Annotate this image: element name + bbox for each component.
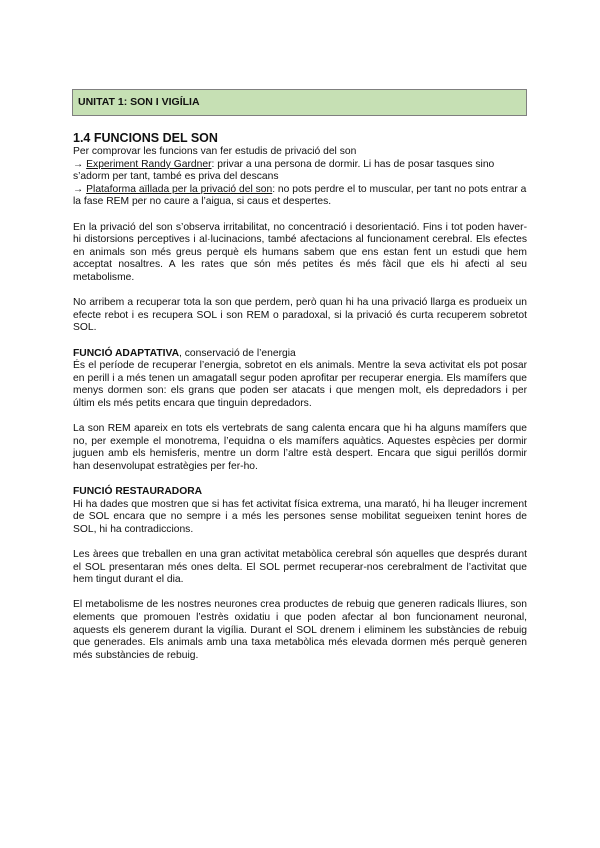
document-body — [73, 131, 527, 662]
intro-block — [73, 146, 527, 184]
paragraph-restorative-3: El metabolisme de les nostres neurones crea productes de rebuig que generen radicals lliures, son elements que promouen l’estrès oxidatiu i que poden afectar al bon funcionament neuronal, aquests els generem durant la vigília. Durant el SOL drenem i eliminem les substàncies de rebuig que generades. Els animals amb una taxa metabòlica més elevada dormen més perquè generen més substàncies de rebuig. — [73, 599, 527, 661]
paragraph-rebound: No arribem a recuperar tota la son que perdem, però quan hi ha una privació llarga es produeix un efecte rebot i es recupera SOL i son REM o paradoxal, si la privació és curta recuperem sobretot SOL. — [73, 297, 527, 334]
restorative-function-heading: FUNCIÓ RESTAURADORA — [73, 486, 203, 498]
intro-line: Per comprovar les funcions van fer estudis de privació del son — [73, 146, 357, 157]
platform-label: Plataforma aïllada per la privació del son — [86, 183, 273, 195]
experiment-plataforma — [73, 184, 527, 209]
adaptive-function-heading — [73, 348, 527, 361]
adaptive-heading-bold: FUNCIÓ ADAPTATIVA — [73, 347, 180, 359]
experiment-label: Experiment Randy Gardner — [86, 158, 212, 170]
experiment-text: : privar a una persona de dormir. Li has de posar tasques sino s’adorm per tant, també es priva del descans — [73, 158, 495, 183]
paragraph-adaptive-1: És el període de recuperar l’energia, sobretot en els animals. Mentre la seva activitat els pot posar en perill i a més tenen un amagatall segur poden aprofitar per recuperar energia. Els mamífers que menys dormen son: els grans que poden ser atacats i que mengen molt, els depredadors i per últim els més petits encara que tinguin depredadors. — [73, 360, 527, 409]
adaptive-heading-subtitle: , conservació de l’energia — [179, 347, 296, 359]
arrow-icon: → — [73, 158, 84, 170]
paragraph-adaptive-2: La son REM apareix en tots els vertebrats de sang calenta encara que hi ha alguns mamífers que no, per exemple el monotrema, l’equidna o els mamífers aquàtics. Aquestes espècies per dormir juguen amb els hemisferis, mentre un dorm l’altre està despert. Encara que sigui perillós dormir han desenvolupat estratègies per fer-ho. — [73, 423, 527, 472]
paragraph-privation-effects: En la privació del son s’observa irritabilitat, no concentració i desorientació. Fins i tot poden haver-hi distorsions perceptives i al·lucinacions, també afectacions al funcionament cerebral. Els efectes en animals son més greus perquè els humans sabem que ens estan fent un estudi que hem acceptat nosaltres. A les rates que són més petites és més fàcil que els hi afecti al seu metabolisme. — [73, 221, 527, 283]
experiment-randy-gardner — [73, 159, 527, 184]
section-title: 1.4 FUNCIONS DEL SON — [73, 131, 218, 145]
unit-title-banner: UNITAT 1: SON I VIGÍLIA — [72, 89, 527, 116]
paragraph-restorative-1: Hi ha dades que mostren que si has fet activitat física extrema, una marató, hi ha lleuger increment de SOL encara que no sempre i a més les persones sense mobilitat segueixen tenint hores de SOL, hi ha contradiccions. — [73, 498, 527, 535]
arrow-icon: → — [73, 183, 84, 195]
platform-text: : no pots perdre el to muscular, per tant no pots entrar a la fase REM per no caure a l’aigua, si caus et despertes. — [73, 183, 527, 208]
paragraph-restorative-2: Les àrees que treballen en una gran activitat metabòlica cerebral són aquelles que després durant el SOL presentaran més ones delta. El SOL permet recuperar-nos cerebralment de l’activitat que hem tingut durant el dia. — [73, 549, 527, 586]
